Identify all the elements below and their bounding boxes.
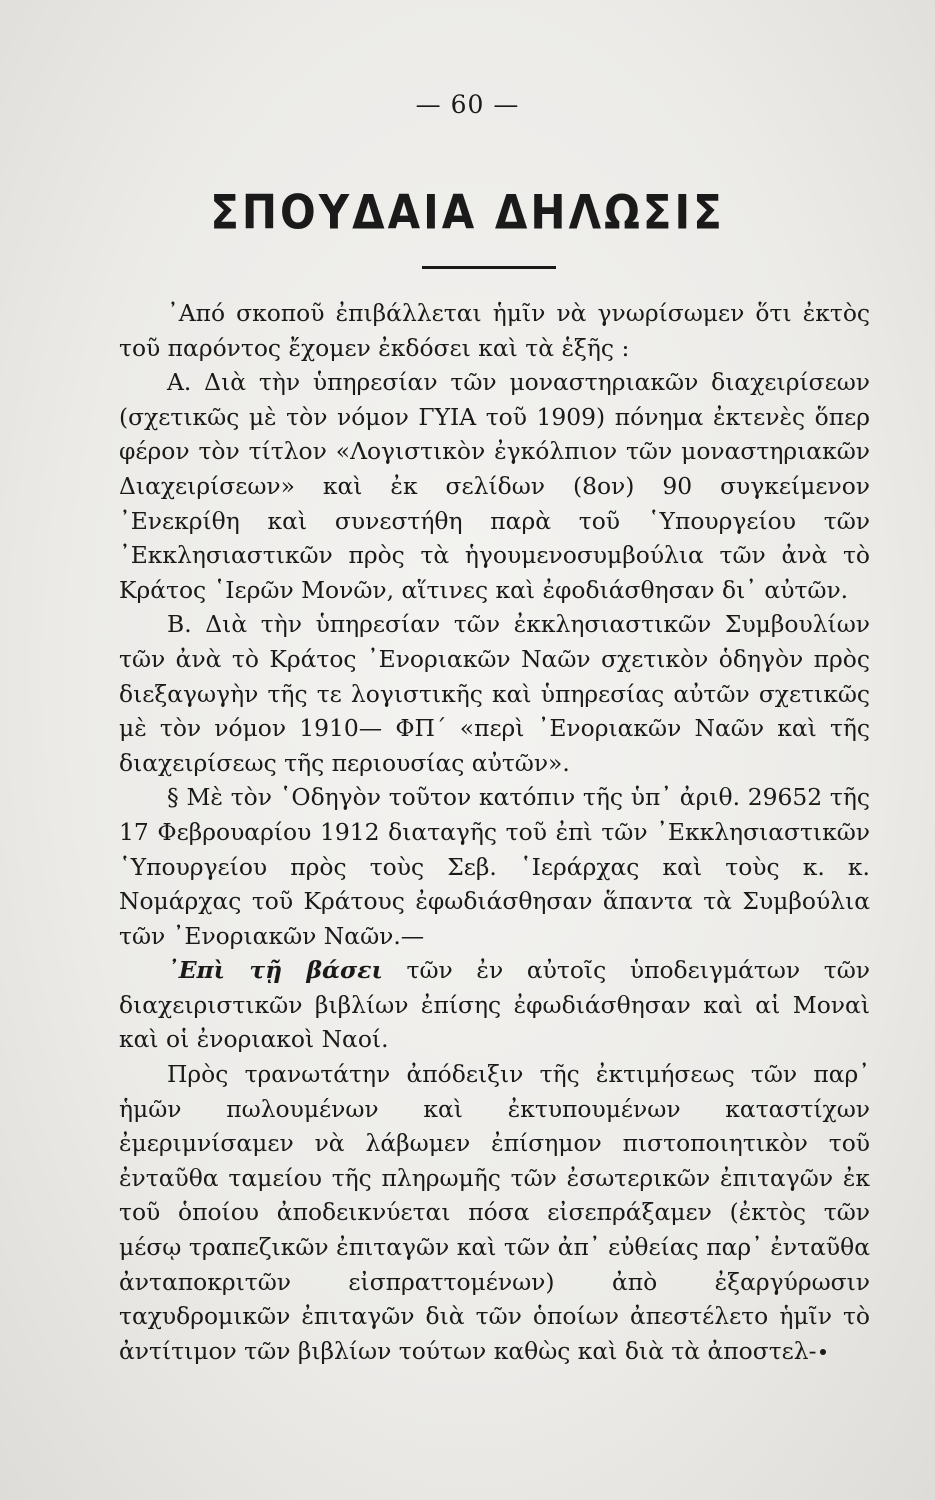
title-underline [422,266,556,269]
emphasis-phrase: ᾿Επὶ τῇ βάσει [167,956,383,985]
paragraph-proof-text: Πρὸς τρανωτάτην ἀπόδειξιν τῆς ἐκτιμήσεως τῶν παρ᾿ ἡμῶν πωλουμένων καὶ ἐκτυπουμένων καταστίχων ἐμεριμνίσαμεν νὰ λάβωμεν ἐπίσημον πιστοποιητικὸν τοῦ ἐνταῦθα ταμείου τῆς πληρωμῆς τῶν ἐσωτερικῶν ἐπιταγῶν ἐκ τοῦ ὁποίου ἀποδεικνύεται πόσα εἰσεπράξαμεν (ἐκτὸς τῶν μέσῳ τραπεζικῶν ἐπιταγῶν καὶ τῶν ἀπ᾿ εὐθείας παρ᾿ ἐνταῦθα ἀνταποκριτῶν εἰσπραττομένων) ἀπὸ ἐξαργύρωσιν ταχυδρομικῶν ἐπιταγῶν διὰ τῶν ὁποίων ἀπεστέλετο ἡμῖν τὸ ἀντίτιμον τῶν βιβλίων τούτων καθὼς καὶ διὰ τὰ ἀποστελ- [119,1060,870,1365]
paragraph-proof [119,1057,870,1368]
paragraph-b: Β. Διὰ τὴν ὑπηρεσίαν τῶν ἐκκλησιαστικῶν Συμβουλίων τῶν ἀνὰ τὸ Κράτος ᾿Ενοριακῶν Ναῶν σχετικὸν ὁδηγὸν πρὸς διεξαγωγὴν τῆς τε λογιστικῆς καὶ ὑπηρεσίας αὐτῶν σχετικῶς μὲ τὸν νόμον 1910— ΦΠ΄ «περὶ ᾿Ενοριακῶν Ναῶν καὶ τῆς διαχειρίσεως τῆς περιουσίας αὐτῶν». [119,610,870,777]
paragraph-a: Α. Διὰ τὴν ὑπηρεσίαν τῶν μοναστηριακῶν διαχειρίσεων (σχετικῶς μὲ τὸν νόμον ΓΥΙΑ τοῦ 1909) πόνημα ἐκτενὲς ὅπερ φέρον τὸν τίτλον «Λογιστικὸν ἐγκόλπιον τῶν μοναστηριακῶν Διαχειρίσεων» καὶ ἐκ σελίδων (8ον) 90 συγκείμενον ᾿Ενεκρίθη καὶ συνεστήθη παρὰ τοῦ ῾Υπουργείου τῶν ᾿Εκκλησιαστικῶν πρὸς τὰ ἡγουμενοσυμβούλια τῶν ἀνὰ τὸ Κράτος ῾Ιερῶν Μονῶν, αἵτινες καὶ ἐφοδιάσθησαν δι᾿ αὐτῶν. [119,368,870,604]
page-number: — 60 — [415,90,520,119]
page-title: ΣΠΟΥΔΑΙΑ ΔΗΛΩΣΙΣ [210,185,725,240]
continuation-mark [820,1349,826,1355]
paragraph-basis-text: τῶν ἐν αὐτοῖς ὑποδειγμάτων τῶν διαχειριστικῶν βιβλίων ἐπίσης ἐφωδιάσθησαν καὶ αἱ Μοναὶ καὶ οἱ ἐνοριακοὶ Ναοί. [119,956,871,1054]
paragraph-basis [119,953,870,1057]
body-text [119,296,870,1368]
paragraph-guide: § Μὲ τὸν ῾Οδηγὸν τοῦτον κατόπιν τῆς ὑπ᾿ ἀριθ. 29652 τῆς 17 Φεβρουαρίου 1912 διαταγῆς τοῦ ἐπὶ τῶν ᾿Εκκλησιαστικῶν ῾Υπουργείου πρὸς τοὺς Σεβ. ῾Ιεράρχας καὶ τοὺς κ. κ. Νομάρχας τοῦ Κράτους ἐφωδιάσθησαν ἅπαντα τὰ Συμβούλια τῶν ᾿Ενοριακῶν Ναῶν.— [119,783,870,950]
paragraph-intro: ᾿Από σκοποῦ ἐπιβάλλεται ἡμῖν νὰ γνωρίσωμεν ὅτι ἐκτὸς τοῦ παρόντος ἔχομεν ἐκδόσει καὶ τὰ ἑξῆς : [119,299,870,362]
